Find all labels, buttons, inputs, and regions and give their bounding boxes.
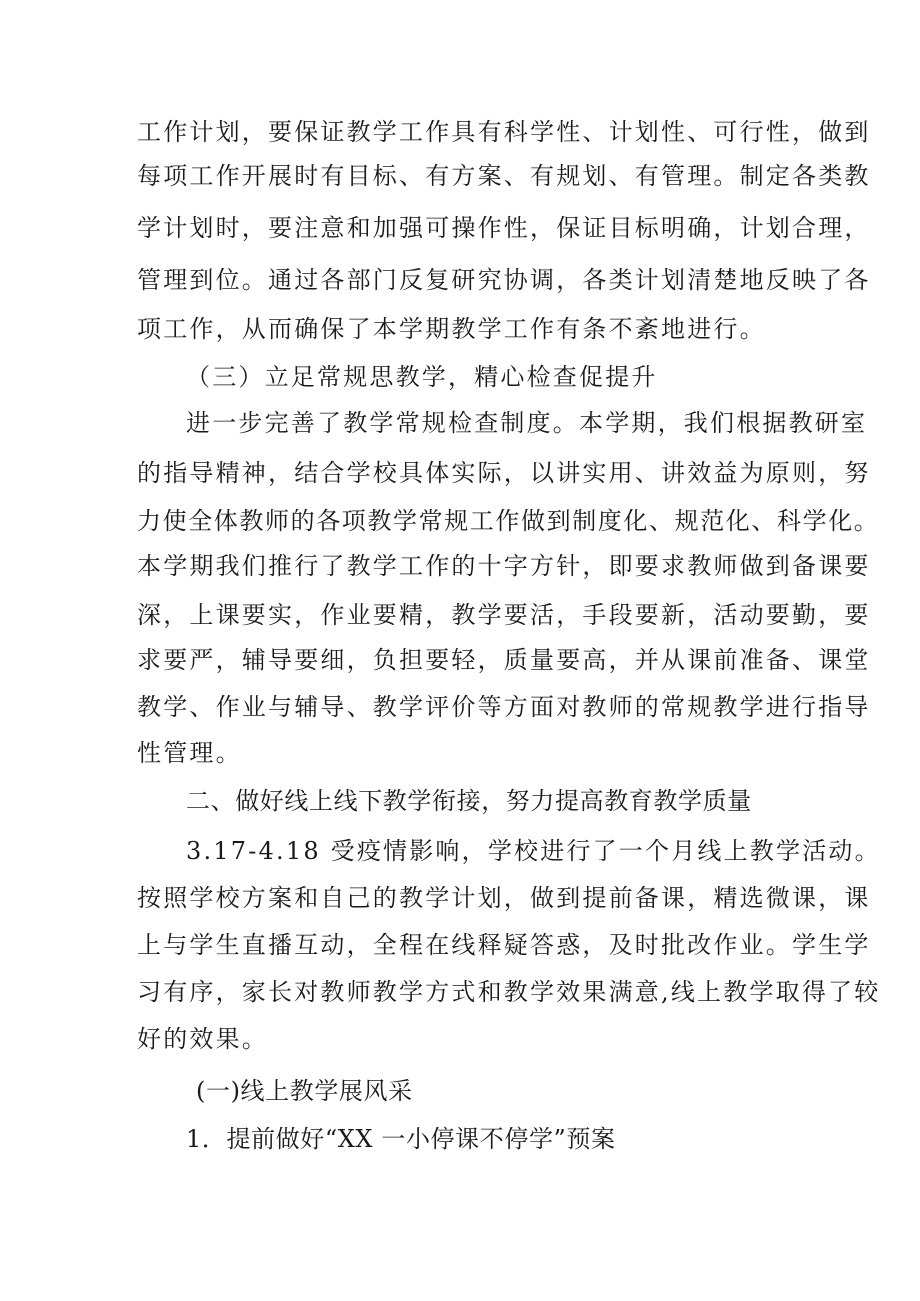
body-text-line: 的指导精神，结合学校具体实际，以讲实用、讲效益为原则，努 (137, 459, 871, 487)
body-text-line: 每项工作开展时有目标、有方案、有规划、有管理。制定各类教 (137, 162, 871, 190)
body-text-line: 力使全体教师的各项教学常规工作做到制度化、规范化、科学化。 (137, 507, 880, 535)
body-text-line: 管理到位。通过各部门反复研究协调，各类计划清楚地反映了各 (137, 266, 871, 294)
subsection-heading: (一)线上教学展风采 (196, 1077, 413, 1105)
section-heading-2: 二、做好线上线下教学衔接，努力提高教育教学质量 (186, 787, 752, 815)
body-text-line: 项工作，从而确保了本学期教学工作有条不紊地进行。 (137, 315, 766, 343)
body-text-line: 好的效果。 (137, 1025, 268, 1053)
body-text-line: 教学、作业与辅导、教学评价等方面对教师的常规教学进行指导 (137, 693, 871, 721)
body-text-line: 上与学生直播互动，全程在线释疑答惑，及时批改作业。学生学 (137, 931, 871, 959)
body-text-line: 本学期我们推行了教学工作的十字方针，即要求教师做到备课要 (137, 552, 871, 580)
body-text-line: 性管理。 (137, 739, 242, 767)
numbered-item-heading: 1．提前做好“XX 一小停课不停学”预案 (186, 1125, 616, 1153)
body-text-line: 进一步完善了教学常规检查制度。本学期，我们根据教研室 (186, 409, 868, 437)
body-text-line: 工作计划，要保证教学工作具有科学性、计划性、可行性，做到 (137, 118, 871, 146)
body-text-line: 按照学校方案和自己的教学计划，做到提前备课，精选微课，课 (137, 884, 871, 912)
body-text-line: 学计划时，要注意和加强可操作性，保证目标明确，计划合理， (137, 214, 871, 242)
body-text-line: 习有序，家长对教师教学方式和教学效果满意,线上教学取得了较 (137, 978, 881, 1006)
section-heading-3: （三）立足常规思教学，精心检查促提升 (186, 363, 658, 391)
body-text-line: 深，上课要实，作业要精，教学要活，手段要新，活动要勤，要 (137, 601, 871, 629)
body-text-line: 3.17-4.18 受疫情影响，学校进行了一个月线上教学活动。 (186, 837, 881, 865)
body-text-line: 求要严，辅导要细，负担要轻，质量要高，并从课前准备、课堂 (137, 646, 871, 674)
